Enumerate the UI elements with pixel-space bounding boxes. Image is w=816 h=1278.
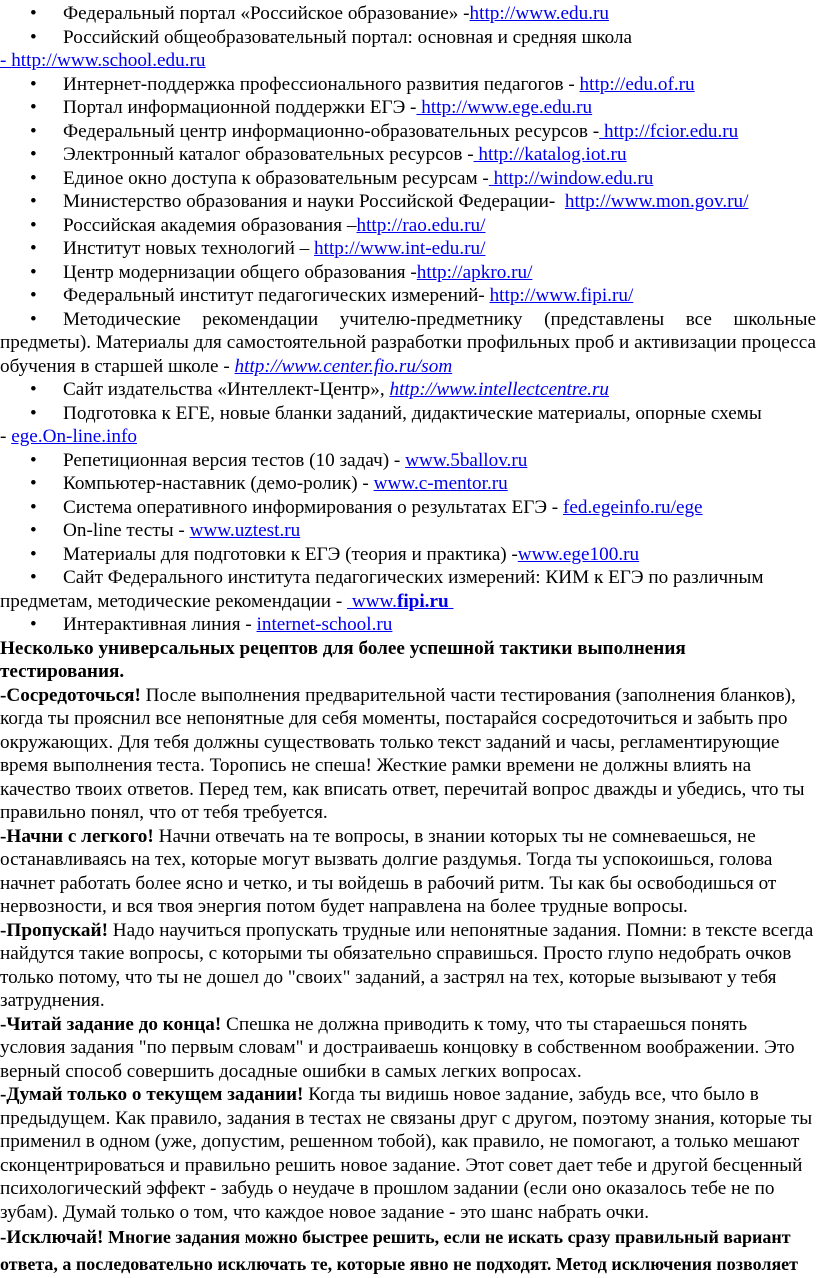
link[interactable]: http://katalog.iot.ru — [474, 144, 627, 165]
link[interactable]: http://www.mon.gov.ru/ — [565, 191, 749, 212]
tip-text: После выполнения предварительной части тестирования (заполнения бланков), когда ты прояснил все непонятные для себя моменты, постарайся сосредоточиться и забыть про окружающих. Для тебя должны существовать только текст заданий и часы, регламентирующие время выполнения теста. Торопись не спеша! Жесткие рамки времени не должны влиять на качество твоих ответов. Перед тем, как вписать ответ, перечитай вопрос дважды и убедись, что ты правильно понял, что от тебя требуется. — [0, 685, 805, 824]
link[interactable]: http://www.intellectcentre.ru — [389, 379, 609, 400]
link-text[interactable] — [449, 591, 454, 612]
tip-text: Когда ты видишь новое задание, забудь все, что было в предыдущем. Как правило, задания в тестах не связаны друг с другом, поэтому знания, которые ты применил в одном (уже, допустим, решенном тобой), как правило, не помогают, а только мешают сконцентрироваться и правильно решить новое задание. Этот совет дает тебе и другой бесценный психологический эффект - забудь о неудаче в прошлом задании (если оно оказалось тебе не по зубам). Думай только о том, что каждое новое задание - это шанс набрать очки. — [0, 1084, 812, 1223]
list-item — [0, 73, 816, 97]
list-item — [0, 190, 816, 214]
bullet-icon: • — [30, 519, 37, 543]
link[interactable]: http://fcior.edu.ru — [599, 121, 738, 142]
bullet-icon: • — [30, 26, 37, 50]
bullet-icon: • — [30, 120, 37, 144]
item-text: Интернет-поддержка профессионального развития педагогов - — [63, 74, 580, 95]
item-text: Институт новых технологий – — [63, 238, 314, 259]
item-text: Компьютер-наставник (демо-ролик) - — [63, 473, 374, 494]
list-item — [0, 96, 816, 120]
item-text: Интерактивная линия - — [63, 614, 257, 635]
tip-paragraph — [0, 1224, 816, 1278]
link[interactable]: ege.On-line.info — [11, 426, 137, 447]
tip-title: -Читай задание до конца! — [0, 1014, 221, 1035]
link[interactable]: www.5ballov.ru — [405, 450, 527, 471]
link-text-bold[interactable]: fipi.ru — [397, 591, 449, 612]
link[interactable] — [347, 591, 453, 612]
tips — [0, 684, 816, 1278]
list-item — [0, 613, 816, 637]
list-item-continuation — [0, 425, 816, 449]
bullet-icon: • — [30, 167, 37, 191]
separator: - — [0, 50, 11, 71]
item-text: Репетиционная версия тестов (10 задач) - — [63, 450, 405, 471]
bullet-icon: • — [30, 496, 37, 520]
bullet-icon: • — [30, 613, 37, 637]
link-text[interactable]: http://www.school.edu.ru — [11, 50, 205, 71]
bullet-icon: • — [30, 2, 37, 26]
item-text: Центр модернизации общего образования - — [63, 262, 417, 283]
list-item — [0, 2, 816, 26]
bullet-icon: • — [30, 143, 37, 167]
link[interactable]: http://www.ege.edu.ru — [416, 97, 592, 118]
tip-text: Начни отвечать на те вопросы, в знании которых ты не сомневаешься, не останавливаясь на тех, которые могут вызвать долгие раздумья. Тогда ты успокоишься, голова начнет работать более ясно и четко, и ты войдешь в рабочий ритм. Ты как бы освободишься от нервозности, и вся твоя энергия потом будет направлена на более трудные вопросы. — [0, 826, 776, 918]
list-item — [0, 26, 816, 50]
tip-paragraph — [0, 1083, 816, 1224]
list-item — [0, 519, 816, 543]
list-item — [0, 214, 816, 238]
list-item — [0, 543, 816, 567]
tip-title: -Пропускай! — [0, 920, 108, 941]
resource-list — [0, 2, 816, 637]
tip-title: -Думай только о текущем задании! — [0, 1084, 303, 1105]
link-text[interactable]: www. — [347, 591, 397, 612]
item-text: On-line тесты - — [63, 520, 190, 541]
list-item — [0, 449, 816, 473]
bullet-icon: • — [30, 261, 37, 285]
link[interactable]: fed.egeinfo.ru/ege — [563, 497, 703, 518]
item-text: Министерство образования и науки Российской Федерации- — [63, 191, 565, 212]
list-item — [0, 402, 816, 426]
link[interactable]: http://www.center.fio.ru/som — [235, 356, 453, 377]
list-item — [0, 284, 816, 308]
tip-text: Многие задания можно быстрее решить, если не искать сразу правильный вариант ответа, а последовательно исключать те, которые явно не подходят. Метод исключения позволяет — [0, 1227, 798, 1274]
list-item — [0, 308, 816, 379]
list-item — [0, 167, 816, 191]
link[interactable]: http://www.edu.ru — [470, 3, 609, 24]
item-text: Сайт Федерального института педагогических измерений: КИМ к ЕГЭ по различным предметам, методические рекомендации - — [0, 567, 763, 612]
tip-title: -Начни с легкого! — [0, 826, 154, 847]
list-item — [0, 566, 816, 613]
bullet-icon: • — [30, 402, 37, 426]
list-item — [0, 378, 816, 402]
item-text: Портал информационной поддержки ЕГЭ - — [63, 97, 416, 118]
item-text: Подготовка к ЕГЕ, новые бланки заданий, дидактические материалы, опорные схемы — [63, 403, 762, 424]
list-item — [0, 120, 816, 144]
bullet-icon: • — [30, 543, 37, 567]
item-text: Российский общеобразовательный портал: основная и средняя школа — [63, 27, 632, 48]
bullet-icon: • — [30, 96, 37, 120]
bullet-icon: • — [30, 284, 37, 308]
item-text: Материалы для подготовки к ЕГЭ (теория и практика) - — [63, 544, 518, 565]
item-text: Федеральный центр информационно-образовательных ресурсов - — [63, 121, 599, 142]
tip-title: -Исключай! — [0, 1227, 103, 1248]
bullet-icon: • — [30, 73, 37, 97]
separator: - — [0, 426, 11, 447]
item-text: Федеральный портал «Российское образование» - — [63, 3, 470, 24]
item-text: Федеральный институт педагогических измерений- — [63, 285, 490, 306]
tip-text: Спешка не должна приводить к тому, что ты стараешься понять условия задания "по первым словам" и достраиваешь концовку в собственном воображении. Это верный способ совершить досадные ошибки в самых легких вопросах. — [0, 1014, 795, 1082]
link[interactable] — [0, 50, 206, 71]
list-item-continuation — [0, 49, 816, 73]
bullet-icon: • — [30, 378, 37, 402]
link[interactable]: http://apkro.ru/ — [417, 262, 533, 283]
list-item — [0, 496, 816, 520]
bullet-icon: • — [30, 214, 37, 238]
link[interactable]: internet-school.ru — [257, 614, 393, 635]
tip-paragraph — [0, 919, 816, 1013]
item-text: Единое окно доступа к образовательным ресурсам - — [63, 168, 489, 189]
tip-text: Надо научиться пропускать трудные или непонятные задания. Помни: в тексте всегда найдутся такие вопросы, с которыми ты обязательно справишься. Просто глупо недобрать очков только потому, что ты не дошел до "своих" заданий, а застрял на тех, которые вызывают у тебя затруднения. — [0, 920, 813, 1012]
link[interactable]: http://edu.of.ru — [580, 74, 695, 95]
link[interactable]: http://www.fipi.ru/ — [490, 285, 634, 306]
list-item — [0, 143, 816, 167]
bullet-icon: • — [30, 237, 37, 261]
item-text: Сайт издательства «Интеллект-Центр», — [63, 379, 389, 400]
bullet-icon: • — [30, 449, 37, 473]
link[interactable]: www.ege100.ru — [518, 544, 639, 565]
item-text: Электронный каталог образовательных ресурсов - — [63, 144, 474, 165]
section-heading: Несколько универсальных рецептов для более успешной тактики выполнения тестирования. — [0, 637, 816, 684]
bullet-icon: • — [30, 472, 37, 496]
list-item — [0, 261, 816, 285]
link[interactable]: www.c-mentor.ru — [374, 473, 508, 494]
link[interactable]: http://window.edu.ru — [489, 168, 654, 189]
item-text: Методические рекомендации учителю-предметнику (представлены все школьные предметы). Материалы для самостоятельной разработки профильных проб и активизации процесса обучения в старшей школе - — [0, 309, 816, 377]
list-item — [0, 237, 816, 261]
link[interactable]: http://rao.edu.ru/ — [357, 215, 486, 236]
bullet-icon: • — [30, 190, 37, 214]
item-text: Система оперативного информирования о результатах ЕГЭ - — [63, 497, 563, 518]
bullet-icon: • — [30, 566, 37, 590]
bullet-icon: • — [30, 308, 37, 332]
link[interactable]: www.uztest.ru — [190, 520, 301, 541]
tip-title: -Сосредоточься! — [0, 685, 141, 706]
tip-paragraph — [0, 684, 816, 825]
list-item — [0, 472, 816, 496]
tip-paragraph — [0, 1013, 816, 1084]
item-text: Российская академия образования – — [63, 215, 357, 236]
link[interactable]: http://www.int-edu.ru/ — [314, 238, 485, 259]
tip-paragraph — [0, 825, 816, 919]
